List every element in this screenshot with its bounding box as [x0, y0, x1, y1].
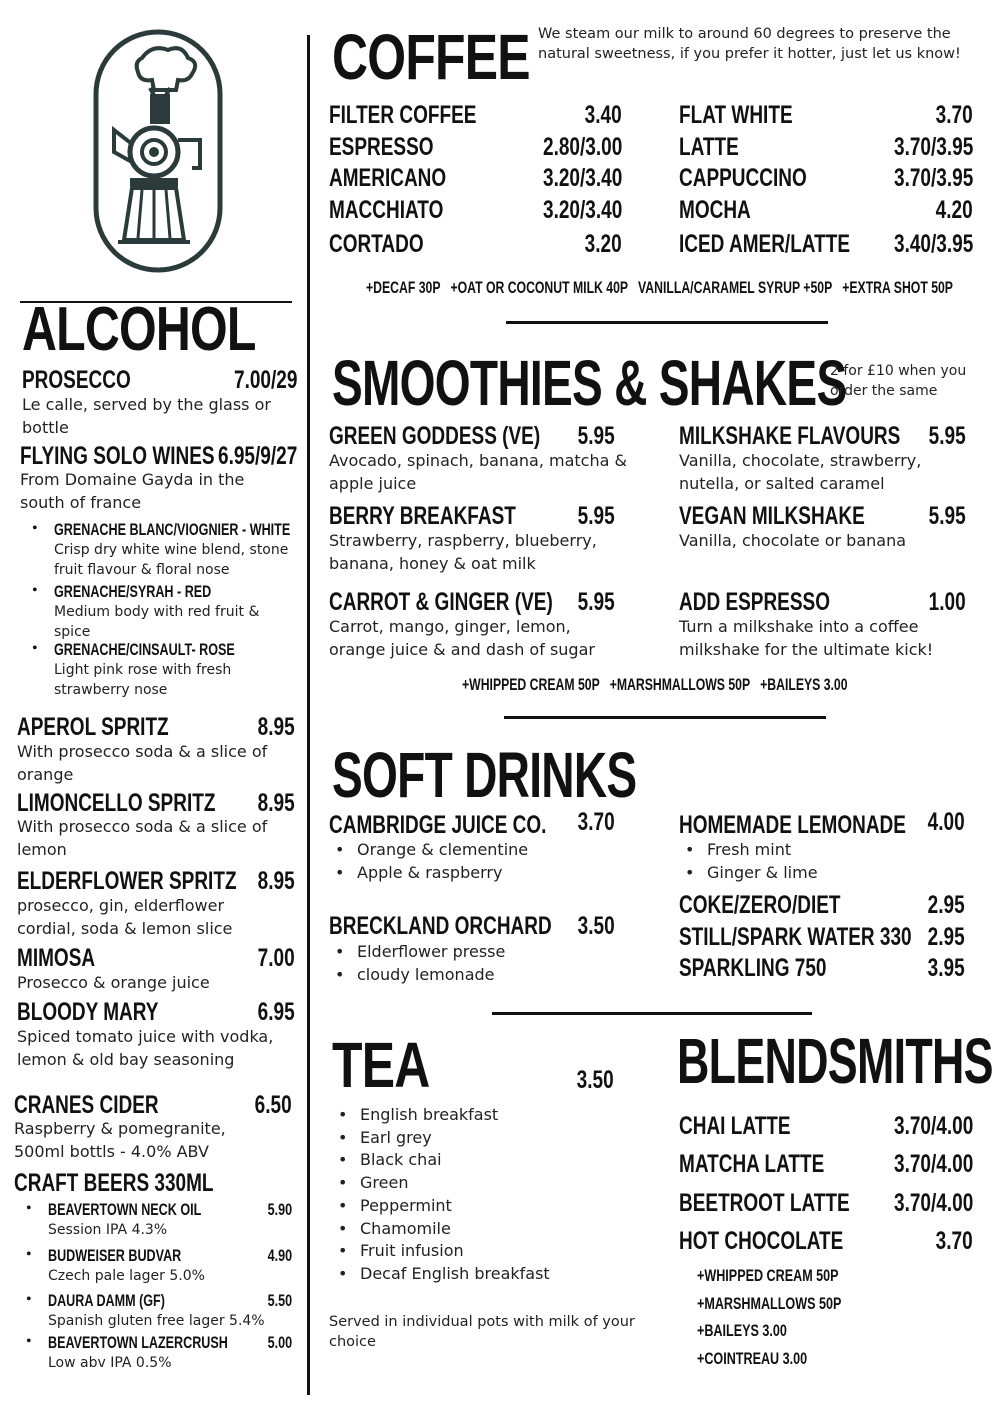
coffee-item-name: FILTER COFFEE	[329, 101, 477, 129]
section-divider	[504, 716, 826, 719]
spritz-name: MIMOSA	[17, 944, 96, 972]
list-item: • Earl grey	[332, 1127, 612, 1150]
smoothie-price: 5.95	[578, 588, 615, 616]
shake-name: MILKSHAKE FLAVOURS	[679, 422, 901, 450]
coffee-note: We steam our milk to around 60 degrees to preserve the natural sweetness, if you prefer it hotter, just let us know!	[538, 26, 961, 62]
blendsmiths-extra: +BAILEYS 3.00	[697, 1321, 787, 1340]
shake-desc: Turn a milkshake into a coffee milkshake for the ultimate kick!	[679, 617, 934, 659]
section-divider	[492, 1012, 812, 1015]
spritz-desc: With prosecco soda & a slice of lemon	[17, 817, 268, 859]
list-item: • Orange & clementine	[329, 838, 609, 861]
list-item	[20, 1246, 296, 1291]
cambridge-options	[329, 838, 609, 884]
cider-name: CRANES CIDER	[14, 1091, 159, 1119]
spritz-price: 8.95	[258, 713, 295, 741]
tea-options	[332, 1104, 612, 1286]
smoothie-name: CARROT & GINGER (VE)	[329, 588, 553, 616]
shake-desc: Vanilla, chocolate, strawberry, nutella, or salted caramel	[679, 451, 922, 493]
breckland-options	[329, 940, 609, 986]
wine-name: • GRENACHE/CINSAULT- ROSE	[54, 640, 235, 659]
blendsmiths-item-price: 3.70	[936, 1227, 973, 1255]
list-item: • Elderflower presse	[329, 940, 609, 963]
wine-desc: Medium body with red fruit & spice	[54, 604, 260, 640]
smoothie-name: GREEN GODDESS (VE)	[329, 422, 541, 450]
alcohol-title: ALCOHOL	[22, 295, 256, 364]
spritz-price: 7.00	[258, 944, 295, 972]
beer-name: • DAURA DAMM (GF)	[48, 1291, 165, 1310]
flying-solo-name: FLYING SOLO WINES	[20, 442, 215, 470]
list-item	[26, 582, 296, 640]
smoothies-note: 2 for £10 when you order the same	[830, 363, 967, 399]
smoothies-extras: +WHIPPED CREAM 50P +MARSHMALLOWS 50P +BAILEYS 3.00	[462, 675, 848, 694]
spritz-desc: Spiced tomato juice with vodka, lemon & old bay seasoning	[17, 1027, 274, 1069]
prosecco-price: 7.00/29	[233, 366, 297, 394]
coffee-item-price: 3.20/3.40	[542, 196, 622, 224]
coffee-item-name: AMERICANO	[329, 164, 447, 192]
craft-beers-title: CRAFT BEERS 330ML	[14, 1169, 214, 1197]
wine-list	[26, 520, 296, 700]
list-item: • Decaf English breakfast	[332, 1263, 612, 1286]
list-item: • Apple & raspberry	[329, 861, 609, 884]
coffee-item-name: FLAT WHITE	[679, 101, 793, 129]
shake-price: 1.00	[929, 588, 966, 616]
beer-name: • BEAVERTOWN LAZERCRUSH	[48, 1333, 228, 1352]
spritz-price: 8.95	[258, 867, 295, 895]
shake-name: ADD ESPRESSO	[679, 588, 830, 616]
lemonade-name: HOMEMADE LEMONADE	[679, 811, 906, 839]
column-divider	[307, 35, 310, 1395]
shake-price: 5.95	[929, 502, 966, 530]
wine-desc: Light pink rose with fresh strawberry nose	[54, 662, 232, 698]
beer-desc: Low abv IPA 0.5%	[48, 1355, 172, 1371]
soft-item-name: STILL/SPARK WATER 330	[679, 923, 912, 951]
tea-note: Served in individual pots with milk of your choice	[329, 1314, 635, 1350]
coffee-item-price: 3.70	[936, 101, 973, 129]
coffee-item-price: 3.40	[585, 101, 622, 129]
smoothie-price: 5.95	[578, 502, 615, 530]
blendsmiths-extra: +WHIPPED CREAM 50P	[697, 1266, 839, 1285]
blendsmiths-item-name: MATCHA LATTE	[679, 1150, 825, 1178]
blendsmiths-item-name: CHAI LATTE	[679, 1112, 791, 1140]
cambridge-name: CAMBRIDGE JUICE CO.	[329, 811, 547, 839]
prosecco-name: PROSECCO	[22, 366, 131, 394]
spritz-name: APEROL SPRITZ	[17, 713, 169, 741]
list-item: • Chamomile	[332, 1218, 612, 1241]
beer-desc: Spanish gluten free lager 5.4%	[48, 1313, 265, 1329]
coffee-machine-logo	[92, 28, 224, 274]
coffee-item-price: 3.70/3.95	[893, 164, 973, 192]
spritz-desc: prosecco, gin, elderflower cordial, soda & lemon slice	[17, 896, 233, 938]
list-item: • Peppermint	[332, 1195, 612, 1218]
shake-desc: Vanilla, chocolate or banana	[679, 531, 907, 550]
shake-name: VEGAN MILKSHAKE	[679, 502, 865, 530]
list-item: • Ginger & lime	[679, 861, 959, 884]
coffee-item-price: 3.20	[585, 230, 622, 258]
beer-desc: Session IPA 4.3%	[48, 1222, 168, 1238]
breckland-price: 3.50	[578, 912, 615, 940]
coffee-item-price: 3.40/3.95	[893, 230, 973, 258]
beer-price: 5.50	[267, 1291, 292, 1310]
blendsmiths-item-name: HOT CHOCOLATE	[679, 1227, 844, 1255]
soft-item-name: SPARKLING 750	[679, 954, 827, 982]
beer-list	[20, 1200, 296, 1375]
spritz-desc: With prosecco soda & a slice of orange	[17, 742, 268, 784]
beer-name: • BUDWEISER BUDVAR	[48, 1246, 182, 1265]
blendsmiths-item-price: 3.70/4.00	[893, 1112, 973, 1140]
smoothies-title: SMOOTHIES & SHAKES	[332, 347, 847, 419]
coffee-item-price: 3.70/3.95	[893, 133, 973, 161]
soft-item-price: 2.95	[928, 891, 965, 919]
coffee-item-name: CORTADO	[329, 230, 424, 258]
smoothie-desc: Avocado, spinach, banana, matcha & apple juice	[329, 451, 627, 493]
list-item: • Green	[332, 1172, 612, 1195]
shake-price: 5.95	[929, 422, 966, 450]
soft-item-price: 2.95	[928, 923, 965, 951]
blendsmiths-item-price: 3.70/4.00	[893, 1150, 973, 1178]
cambridge-price: 3.70	[578, 808, 615, 836]
beer-desc: Czech pale lager 5.0%	[48, 1268, 205, 1284]
soft-drinks-title: SOFT DRINKS	[332, 739, 637, 811]
spritz-name: ELDERFLOWER SPRITZ	[17, 867, 237, 895]
beer-price: 5.00	[267, 1333, 292, 1352]
coffee-item-name: LATTE	[679, 133, 739, 161]
spritz-name: LIMONCELLO SPRITZ	[17, 789, 216, 817]
coffee-item-name: CAPPUCCINO	[679, 164, 807, 192]
list-item: • Fruit infusion	[332, 1240, 612, 1263]
flying-solo-price: 6.95/9/27	[217, 442, 297, 470]
soft-item-name: COKE/ZERO/DIET	[679, 891, 841, 919]
coffee-title: COFFEE	[332, 21, 530, 93]
beer-price: 5.90	[267, 1200, 292, 1219]
spritz-desc: Prosecco & orange juice	[17, 973, 210, 992]
list-item	[26, 520, 296, 582]
spritz-price: 6.95	[258, 998, 295, 1026]
smoothie-desc: Strawberry, raspberry, blueberry, banana, honey & oat milk	[329, 531, 597, 573]
section-divider	[506, 321, 828, 324]
coffee-extras: +DECAF 30P +OAT OR COCONUT MILK 40P VANILLA/CARAMEL SYRUP +50P +EXTRA SHOT 50P	[366, 278, 953, 297]
blendsmiths-extra: +MARSHMALLOWS 50P	[697, 1294, 842, 1313]
wine-name: • GRENACHE BLANC/VIOGNIER - WHITE	[54, 520, 291, 539]
list-item: • English breakfast	[332, 1104, 612, 1127]
coffee-item-price: 3.20/3.40	[542, 164, 622, 192]
list-item	[20, 1200, 296, 1246]
list-item: • Fresh mint	[679, 838, 959, 861]
coffee-item-price: 4.20	[936, 196, 973, 224]
spritz-price: 8.95	[258, 789, 295, 817]
blendsmiths-item-price: 3.70/4.00	[893, 1189, 973, 1217]
coffee-item-name: ESPRESSO	[329, 133, 434, 161]
tea-price: 3.50	[577, 1066, 614, 1094]
spritz-name: BLOODY MARY	[17, 998, 159, 1026]
wine-desc: Crisp dry white wine blend, stone fruit flavour & floral nose	[54, 542, 289, 578]
cider-desc: Raspberry & pomegranite, 500ml bottls - 4.0% ABV	[14, 1119, 226, 1161]
blendsmiths-item-name: BEETROOT LATTE	[679, 1189, 850, 1217]
list-item: • cloudy lemonade	[329, 963, 609, 986]
smoothie-price: 5.95	[578, 422, 615, 450]
tea-title: TEA	[332, 1029, 430, 1101]
soft-item-price: 3.95	[928, 954, 965, 982]
beer-price: 4.90	[267, 1246, 292, 1265]
coffee-item-price: 2.80/3.00	[542, 133, 622, 161]
flying-solo-desc: From Domaine Gayda in the south of france	[20, 470, 245, 512]
coffee-item-name: MACCHIATO	[329, 196, 444, 224]
coffee-item-name: MOCHA	[679, 196, 751, 224]
smoothie-name: BERRY BREAKFAST	[329, 502, 516, 530]
beer-name: • BEAVERTOWN NECK OIL	[48, 1200, 202, 1219]
cider-price: 6.50	[255, 1091, 292, 1119]
list-item: • Black chai	[332, 1149, 612, 1172]
list-item	[26, 640, 296, 700]
lemonade-options	[679, 838, 959, 884]
blendsmiths-extra: +COINTREAU 3.00	[697, 1349, 808, 1368]
list-item	[20, 1291, 296, 1333]
blendsmiths-title: BLENDSMITHS	[677, 1025, 993, 1097]
smoothie-desc: Carrot, mango, ginger, lemon, orange juice & and dash of sugar	[329, 617, 595, 659]
list-item	[20, 1333, 296, 1375]
coffee-item-name: ICED AMER/LATTE	[679, 230, 850, 258]
prosecco-desc: Le calle, served by the glass or bottle	[22, 395, 271, 437]
wine-name: • GRENACHE/SYRAH - RED	[54, 582, 212, 601]
lemonade-price: 4.00	[928, 808, 965, 836]
breckland-name: BRECKLAND ORCHARD	[329, 912, 552, 940]
